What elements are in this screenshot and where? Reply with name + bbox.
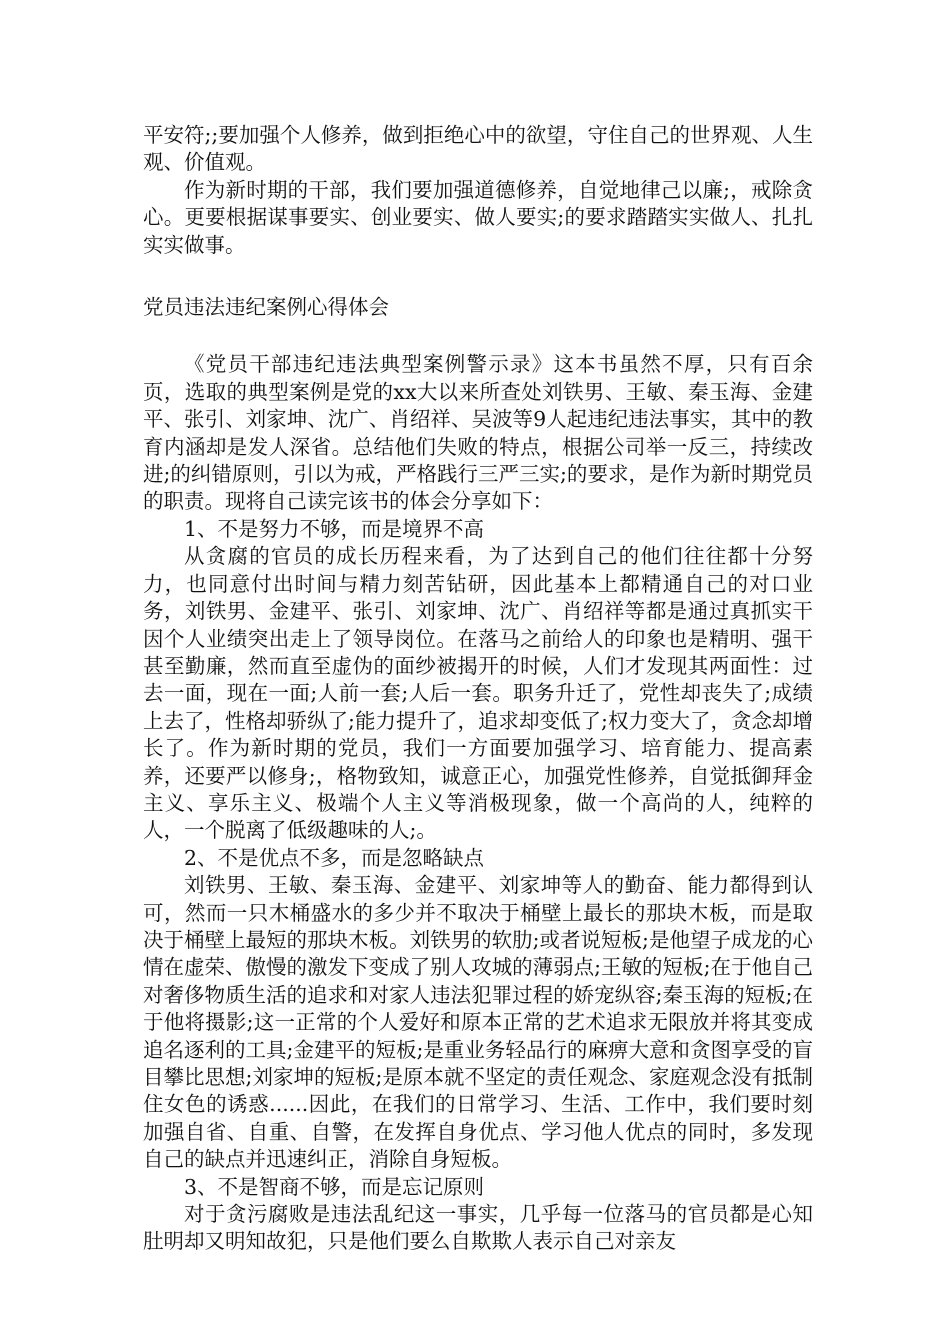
spacer xyxy=(143,321,813,351)
section-title: 党员违法违纪案例心得体会 xyxy=(143,295,389,320)
paragraph-point-3: 对于贪污腐败是违法乱纪这一事实，几乎每一位落马的官员都是心知肚明却又明知故犯，只是他们要么自欺欺人表示自己对亲友 xyxy=(143,1202,813,1254)
point-heading-2: 2、不是优点不多，而是忽略缺点 xyxy=(184,845,485,870)
document-body xyxy=(143,122,813,1256)
paragraph-point-2: 刘铁男、王敏、秦玉海、金建平、刘家坤等人的勤奋、能力都得到认可，然而一只木桶盛水的多少并不取决于桶壁上最长的那块木板，而是取决于桶壁上最短的那块木板。刘铁男的软肋;或者说短板;是他望子成龙的心情在虚荣、傲慢的激发下变成了别人攻城的薄弱点;王敏的短板;在于他自己对奢侈物质生活的追求和对家人违法犯罪过程的娇宠纵容;秦玉海的短板;在于他将摄影;这一正常的个人爱好和原本正常的艺术追求无限放并将其变成追名逐利的工具;金建平的短板;是重业务轻品行的麻痹大意和贪图享受的盲目攀比思想;刘家坤的短板;是原本就不坚定的责任观念、家庭观念没有抵制住女色的诱惑......因此，在我们的日常学习、生活、工作中，我们要时刻加强自省、自重、自警，在发挥自身优点、学习他人优点的同时，多发现自己的缺点并迅速纠正，消除自身短板。 xyxy=(143,873,813,1172)
paragraph-intro: 《党员干部违纪违法典型案例警示录》这本书虽然不厚，只有百余页，选取的典型案例是党的xx大以来所查处刘铁男、王敏、秦玉海、金建平、张引、刘家坤、沈广、肖绍祥、吴波等9人起违纪违法事实，其中的教育内涵却是发人深省。总结他们失败的特点，根据公司举一反三，持续改进;的纠错原则，引以为戒，严格践行三严三实;的要求，是作为新时期党员的职责。现将自己读完该书的体会分享如下： xyxy=(143,352,813,514)
point-heading-1: 1、不是努力不够，而是境界不高 xyxy=(184,516,485,541)
paragraph-point-1: 从贪腐的官员的成长历程来看，为了达到自己的他们往往都十分努力，也同意付出时间与精力刻苦钻研，因此基本上都精通自己的对口业务，刘铁男、金建平、张引、刘家坤、沈广、肖绍祥等都是通过真抓实干因个人业绩突出走上了领导岗位。在落马之前给人的印象也是精明、强干甚至勤廉，然而直至虚伪的面纱被揭开的时候，人们才发现其两面性：过去一面，现在一面;人前一套;人后一套。职务升迁了，党性却丧失了;成绩上去了，性格却骄纵了;能力提升了，追求却变低了;权力变大了，贪念却增长了。作为新时期的党员，我们一方面要加强学习、培育能力、提高素养，还要严以修身;，格物致知，诚意正心，加强党性修养，自觉抵御拜金主义、享乐主义、极端个人主义等消极现象，做一个高尚的人，纯粹的人，一个脱离了低级趣味的人;。 xyxy=(143,544,813,843)
paragraph-cadre-requirements: 作为新时期的干部，我们要加强道德修养，自觉地律己以廉;，戒除贪心。更要根据谋事要实、创业要实、做人要实;的要求踏踏实实做人、扎扎实实做事。 xyxy=(143,177,813,257)
spacer xyxy=(143,259,813,294)
point-heading-3: 3、不是智商不够，而是忘记原则 xyxy=(184,1174,485,1199)
paragraph-continuation: 平安符;;要加强个人修养，做到拒绝心中的欲望，守住自己的世界观、人生观、价值观。 xyxy=(143,123,813,175)
